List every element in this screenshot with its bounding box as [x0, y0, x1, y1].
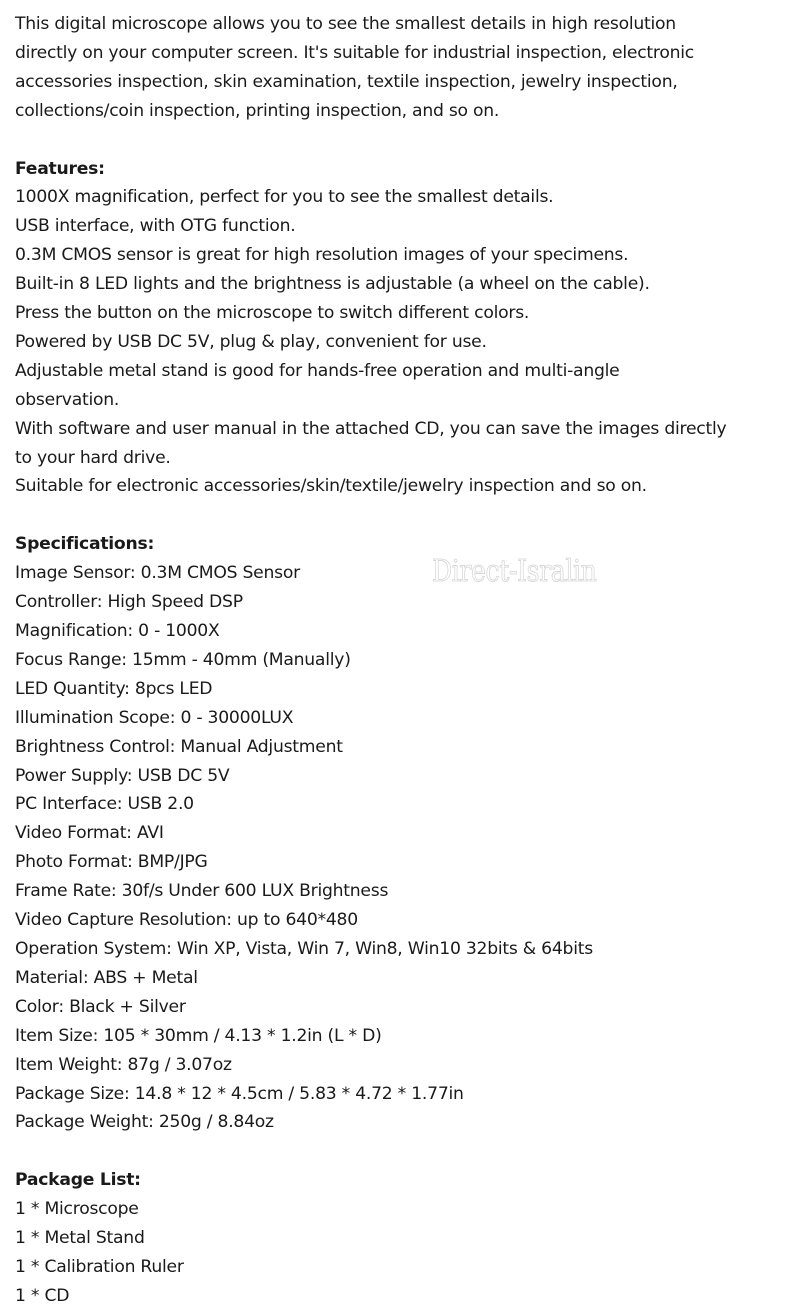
spec-line: Brightness Control: Manual Adjustment: [15, 736, 343, 757]
features-section: [15, 155, 790, 502]
feature-line: to your hard drive.: [15, 447, 171, 468]
package-item: 1 * Metal Stand: [15, 1228, 145, 1249]
feature-line: Built-in 8 LED lights and the brightness is adjustable (a wheel on the cable).: [15, 274, 650, 295]
watermark: Direct-Isralin: [432, 554, 597, 589]
intro-line: This digital microscope allows you to see the smallest details in high resolution: [15, 14, 676, 34]
spec-line: Operation System: Win XP, Vista, Win 7, Win8, Win10 32bits & 64bits: [15, 938, 593, 959]
feature-line: Press the button on the microscope to switch different colors.: [15, 303, 530, 324]
spec-line: Photo Format: BMP/JPG: [15, 852, 208, 873]
spec-line: Video Format: AVI: [15, 823, 164, 844]
feature-line: Suitable for electronic accessories/skin/textile/jewelry inspection and so on.: [15, 476, 647, 497]
package-item: 1 * Microscope: [15, 1199, 139, 1220]
specifications-section: [15, 530, 790, 1137]
spec-line: PC Interface: USB 2.0: [15, 794, 194, 815]
spec-line: Frame Rate: 30f/s Under 600 LUX Brightness: [15, 881, 389, 902]
package-list-heading: Package List:: [15, 1170, 141, 1191]
spec-line: Image Sensor: 0.3M CMOS Sensor: [15, 563, 300, 584]
feature-line: 1000X magnification, perfect for you to see the smallest details.: [15, 187, 554, 208]
spec-line: Item Size: 105 * 30mm / 4.13 * 1.2in (L * D): [15, 1025, 382, 1046]
features-heading: Features:: [15, 158, 105, 179]
feature-line: USB interface, with OTG function.: [15, 216, 296, 237]
spec-line: LED Quantity: 8pcs LED: [15, 678, 213, 699]
spec-line: Controller: High Speed DSP: [15, 592, 243, 613]
spec-line: Video Capture Resolution: up to 640*480: [15, 910, 358, 931]
intro-line: collections/coin inspection, printing inspection, and so on.: [15, 100, 500, 121]
spec-line: Material: ABS + Metal: [15, 967, 198, 988]
package-list-section: [15, 1166, 790, 1311]
feature-line: observation.: [15, 389, 120, 410]
package-item: 1 * CD: [15, 1285, 70, 1306]
section-spacer: [15, 126, 790, 155]
spec-line: Illumination Scope: 0 - 30000LUX: [15, 707, 294, 728]
spec-line: Package Size: 14.8 * 12 * 4.5cm / 5.83 * 4.72 * 1.77in: [15, 1083, 464, 1104]
spec-line: Power Supply: USB DC 5V: [15, 765, 230, 786]
spec-line: Color: Black + Silver: [15, 996, 186, 1017]
specifications-heading: Specifications:: [15, 534, 155, 555]
spec-line: Item Weight: 87g / 3.07oz: [15, 1054, 232, 1075]
feature-line: 0.3M CMOS sensor is great for high resolution images of your specimens.: [15, 245, 629, 266]
feature-line: Powered by USB DC 5V, plug & play, convenient for use.: [15, 331, 487, 352]
section-spacer: [15, 501, 790, 530]
spec-line: Magnification: 0 - 1000X: [15, 621, 220, 641]
spec-line: Package Weight: 250g / 8.84oz: [15, 1112, 274, 1133]
intro-paragraph: [15, 10, 790, 126]
intro-line: directly on your computer screen. It's suitable for industrial inspection, electronic: [15, 42, 694, 63]
package-item: 1 * Calibration Ruler: [15, 1256, 184, 1277]
feature-line: With software and user manual in the attached CD, you can save the images directly: [15, 418, 727, 439]
intro-line: accessories inspection, skin examination, textile inspection, jewelry inspection,: [15, 71, 678, 92]
product-description: [15, 10, 790, 1311]
section-spacer: [15, 1137, 790, 1166]
spec-line: Focus Range: 15mm - 40mm (Manually): [15, 649, 351, 670]
feature-line: Adjustable metal stand is good for hands-free operation and multi-angle: [15, 360, 620, 381]
